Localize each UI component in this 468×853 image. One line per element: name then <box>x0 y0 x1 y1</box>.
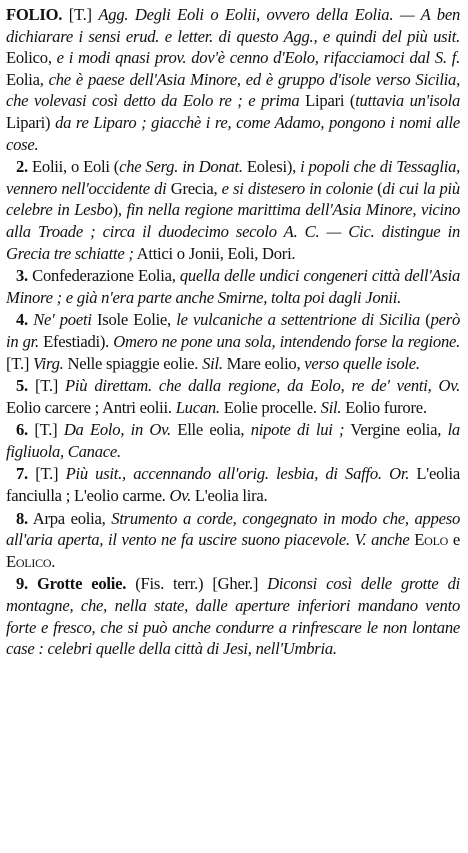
entry-text: Ne' poeti <box>27 310 97 330</box>
dictionary-entry <box>6 309 460 374</box>
entry-text: però in gr. <box>6 310 460 351</box>
entry-text: Arpa eolia, <box>27 508 112 528</box>
entry-text: Da Eolo, in Ov. <box>63 420 171 440</box>
dictionary-entry <box>6 573 460 659</box>
dictionary-entry <box>6 156 460 264</box>
entry-text: Efestiadi). <box>38 331 114 351</box>
entry-text: Eolico, <box>6 48 57 68</box>
entry-text: da re Liparo ; giacchè i re, come Adamo, pongono i nomi alle cose. <box>6 112 460 154</box>
entry-text: Lipari) <box>6 112 56 132</box>
entry-text: Più usit., accennando all'orig. lesbia, di Saffo. Or. <box>65 464 410 484</box>
entry-text: nipote di lui ; <box>250 420 345 440</box>
entry-text: Eolio carcere ; Antri eolii. <box>6 397 176 417</box>
entry-text: fin nella regione marittima dell'Asia Minore, vicino alla Troade ; circa il duodecimo secolo A. C. — Cic. distingue in Grecia tre schiatte ; <box>6 200 460 263</box>
entry-number: 5. <box>16 376 28 396</box>
dictionary-entry <box>6 419 460 462</box>
entry-text: i popoli che di Tessaglia, vennero nell'occidente di <box>6 157 461 198</box>
entry-text: Isole Eolie, <box>96 310 177 330</box>
entry-text: Diconsi così delle grotte di montagne, che, nella state, dalle aperture inferiori mandano vento forte e fresco, che si può anche condurre a rinfrescare le non lontane case : celebri quelle della città di Jesi, nell'Umbria. <box>6 574 460 659</box>
entry-text: Lipari ( <box>299 91 356 111</box>
entry-number: 4. <box>16 310 28 330</box>
entry-text: [T.] <box>27 376 66 396</box>
entry-number: 3. <box>16 266 28 286</box>
entry-number: 6. <box>16 420 28 440</box>
entry-number: 8. <box>16 508 28 528</box>
entry-text: Agg. Degli Eoli o Eolii, ovvero della Eolia. — A ben dichiarare i sensi erud. e letter. di questo Agg., e quindi del più usit. <box>6 5 460 46</box>
entry-text: Mare eolio, <box>222 353 305 373</box>
entry-text: ( <box>372 178 383 198</box>
entry-text: L'eolia fanciulla ; L'eolio carme. <box>6 464 460 506</box>
entry-text: [T.] <box>27 420 64 440</box>
dictionary-entry <box>6 375 460 418</box>
entry-text: che Serg. in Donat. <box>119 157 243 177</box>
entry-text: Sil. <box>320 397 342 417</box>
entry-text: Nelle spiaggie eolie. <box>63 353 203 373</box>
entry-text: di cui la più celebre in Lesbo <box>6 178 460 220</box>
entry-text: Eolie procelle. <box>219 397 321 417</box>
entry-number: 2. <box>16 157 28 177</box>
entry-text: [T.] <box>6 353 34 373</box>
entry-text: Eolio furore. <box>341 397 427 417</box>
entry-text: Eolo <box>409 530 453 550</box>
entry-text: Attici o Jonii, Eoli, Dori. <box>133 243 296 263</box>
entry-text: Lucan. <box>175 397 220 417</box>
entry-text: Eolico. <box>6 551 56 571</box>
entry-text: Eolia, <box>6 69 49 89</box>
dictionary-entry <box>6 508 460 573</box>
entry-text: (Fis. terr.) [Gher.] <box>126 574 268 594</box>
entry-text: la figliuola, Canace. <box>6 420 460 461</box>
entry-text: e si distesero in colonie <box>221 178 373 198</box>
entry-text: tuttavia un'isola <box>355 91 460 111</box>
entry-text: Eolesi), <box>242 157 301 177</box>
entry-text: ), <box>112 200 127 220</box>
entry-text: Sil. <box>202 353 223 373</box>
entry-text: ( <box>420 310 431 330</box>
entry-text: Strumento a corde, congegnato in modo che, appeso all'aria aperta, il vento ne fa uscire suono piacevole. V. anche <box>6 508 460 550</box>
entry-text: Grecia, <box>166 178 222 198</box>
entry-text: Ov. <box>169 486 191 506</box>
dictionary-entry <box>6 463 460 506</box>
entry-text: Eolii, o Eoli ( <box>27 157 120 177</box>
entry-number: 7. <box>16 464 28 484</box>
dictionary-entry <box>6 4 460 155</box>
entry-text: L'eolia lira. <box>191 486 268 506</box>
entry-text: e i modi qnasi prov. dov'è cenno d'Eolo, rifacciamoci dal S. f. <box>56 48 460 68</box>
entry-text: quella delle undici congeneri città dell'Asia Minore ; e già n'era parte anche Smirne, tolta poi dagli Jonii. <box>6 266 460 307</box>
entry-text: che è paese dell'Asia Minore, ed è gruppo d'isole verso Sicilia, che volevasi così detto da Eolo re ; e prima <box>6 69 460 111</box>
entry-text: [T.] <box>27 464 66 484</box>
dictionary-entry <box>6 265 460 308</box>
entry-text: Vergine eolia, <box>344 420 448 440</box>
entry-text: e <box>452 530 460 550</box>
entry-text: Virg. <box>33 353 64 373</box>
entry-text: le vulcaniche a settentrione di Sicilia <box>176 310 420 330</box>
entry-text: verso quelle isole. <box>304 353 420 373</box>
entry-text: Confederazione Eolia, <box>27 266 180 286</box>
entry-text: Più direttam. che dalla regione, da Eolo, re de' venti, Ov. <box>65 376 461 396</box>
entry-number: FOLIO. <box>6 5 63 24</box>
entry-number: 9. Grotte eolie. <box>16 574 127 594</box>
entry-text: Elle eolia, <box>170 420 251 440</box>
entry-text: [T.] <box>62 5 99 24</box>
entry-text: Omero ne pone una sola, intendendo forse la regione. <box>113 331 461 351</box>
